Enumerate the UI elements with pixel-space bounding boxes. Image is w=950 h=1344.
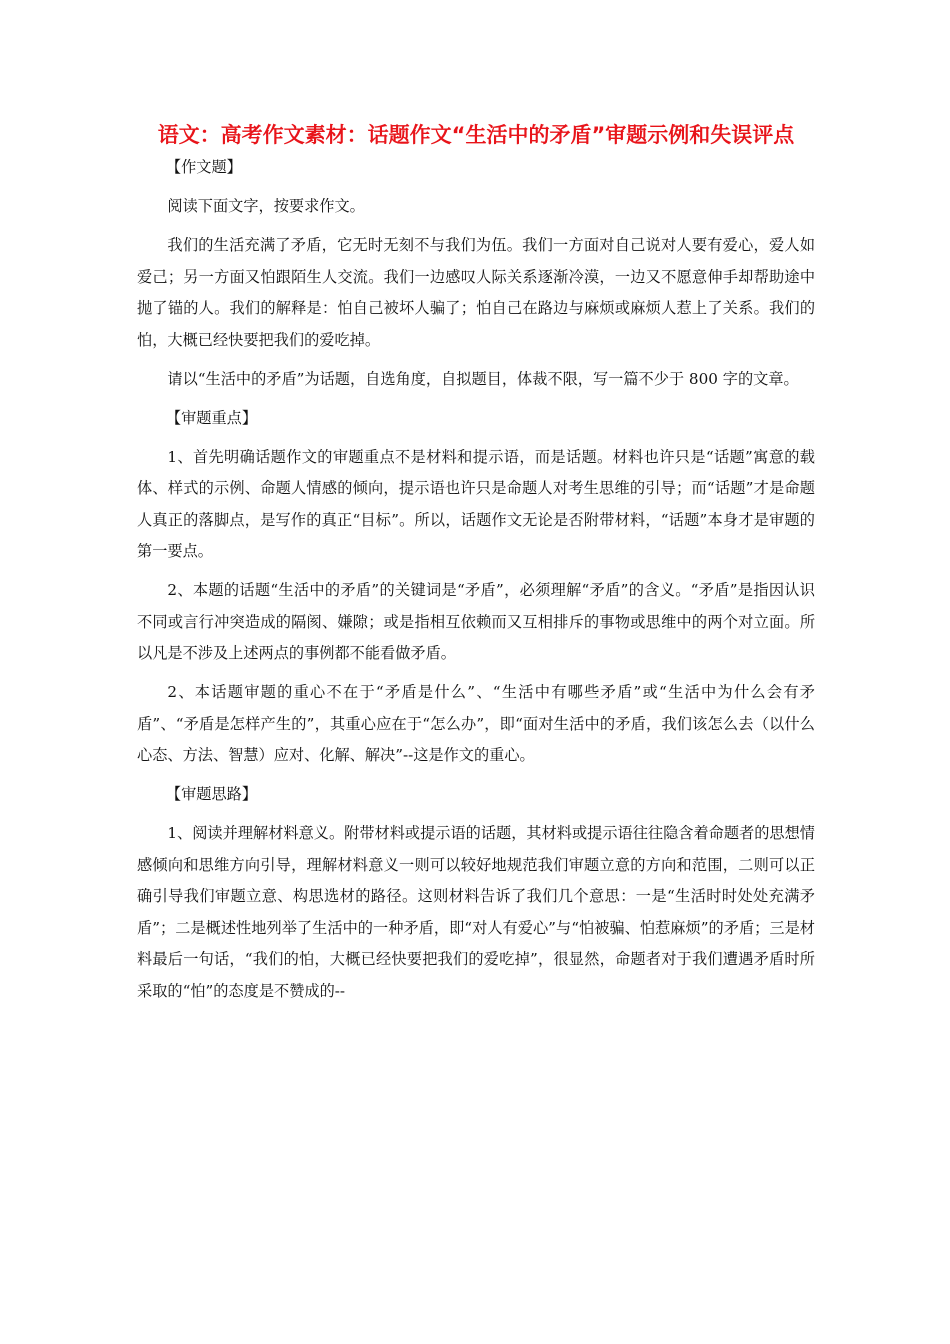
paragraph: 我们的生活充满了矛盾，它无时无刻不与我们为伍。我们一方面对自己说对人要有爱心，爱人如爱己；另一方面又怕跟陌生人交流。我们一边感叹人际关系逐渐冷漠，一边又不愿意伸手却帮助途中抛了锚的人。我们的解释是：怕自己被坏人骗了；怕自己在路边与麻烦或麻烦人惹上了关系。我们的怕，大概已经快要把我们的爱吃掉。 xyxy=(137,236,815,349)
section-heading-focus: 【审题重点】 xyxy=(165,408,257,427)
paragraph: 阅读下面文字，按要求作文。 xyxy=(167,197,365,215)
paragraph: 请以“生活中的矛盾”为话题，自选角度，自拟题目，体裁不限，写一篇不少于 800 字的文章。 xyxy=(167,369,799,388)
section-heading-approach: 【审题思路】 xyxy=(165,785,257,803)
paragraph: 1、阅读并理解材料意义。附带材料或提示语的话题，其材料或提示语往往隐含着命题者的思想情感倾向和思维方向引导，理解材料意义一则可以较好地规范我们审题立意的方向和范围，二则可以正确引导我们审题立意、构思选材的路径。这则材料告诉了我们几个意思：一是“生活时时处处充满矛盾”；二是概述性地列举了生活中的一种矛盾，即“对人有爱心”与“怕被骗、怕惹麻烦”的矛盾；三是材料最后一句话，“我们的怕，大概已经快要把我们的爱吃掉”，很显然，命题者对于我们遭遇矛盾时所采取的“怕”的态度是不赞成的-- xyxy=(137,824,815,1000)
paragraph: 2、本话题审题的重心不在于“矛盾是什么”、“生活中有哪些矛盾”或“生活中为什么会有矛盾”、“矛盾是怎样产生的”，其重心应在于“怎么办”，即“面对生活中的矛盾，我们该怎么去（以什么心态、方法、智慧）应对、化解、解决”--这是作文的重心。 xyxy=(137,683,815,764)
section-heading-task: 【作文题】 xyxy=(165,158,242,176)
paragraph: 2、本题的话题“生活中的矛盾”的关键词是“矛盾”，必须理解“矛盾”的含义。“矛盾”是指因认识不同或言行冲突造成的隔阂、嫌隙；或是指相互依赖而又互相排斥的事物或思维中的两个对立面。所以凡是不涉及上述两点的事例都不能看做矛盾。 xyxy=(137,581,815,662)
document-title: 语文：高考作文素材：话题作文“生活中的矛盾”审题示例和失误评点 xyxy=(157,123,795,147)
paragraph: 1、首先明确话题作文的审题重点不是材料和提示语，而是话题。材料也许只是“话题”寓意的载体、样式的示例、命题人情感的倾向，提示语也许只是命题人对考生思维的引导；而“话题”才是命题人真正的落脚点，是写作的真正“目标”。所以，话题作文无论是否附带材料，“话题”本身才是审题的第一要点。 xyxy=(137,447,815,560)
document-page xyxy=(137,122,815,1015)
